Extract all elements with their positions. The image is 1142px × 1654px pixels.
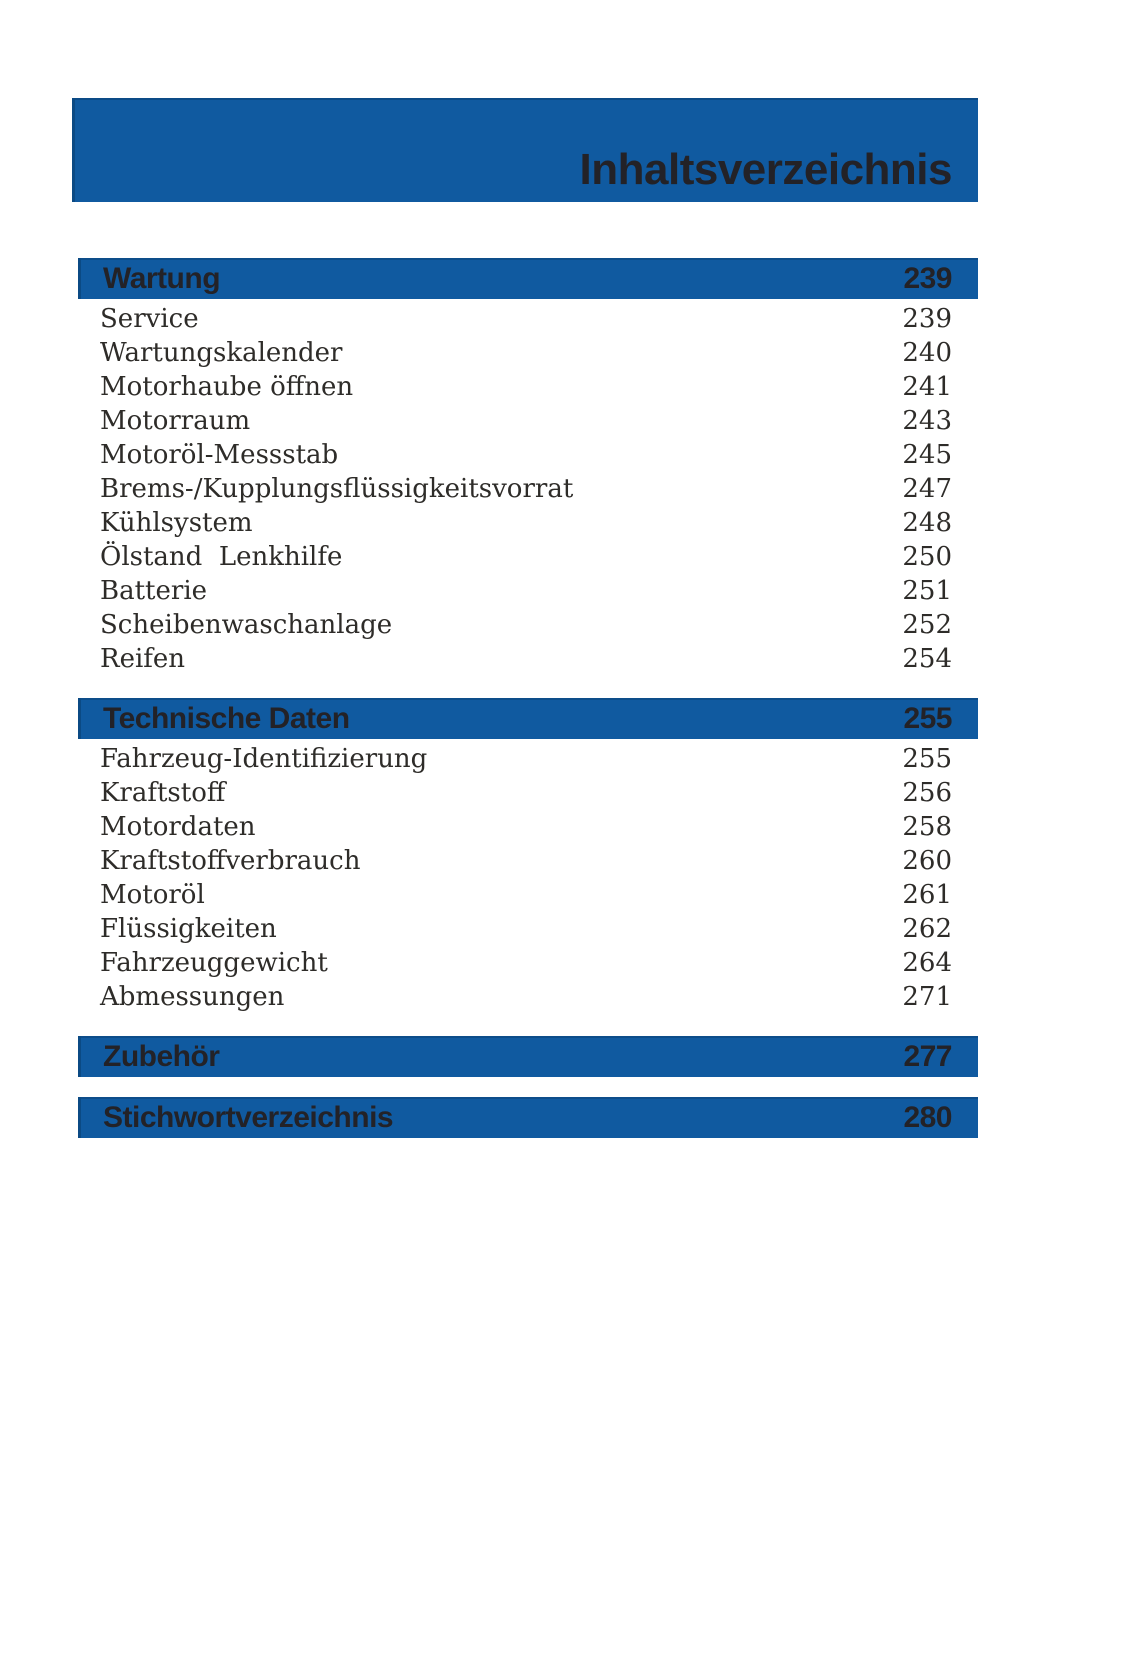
toc-item-kraftstoff[interactable] [78, 776, 978, 810]
section-title: Zubehör [103, 1039, 220, 1073]
section-bar-wartung[interactable] [78, 258, 978, 299]
item-label: Motorraum [100, 406, 251, 436]
section-title: Stichwortverzeichnis [103, 1100, 394, 1134]
toc-item-scheibenwaschanlage[interactable] [78, 608, 978, 642]
section-page-number: 239 [903, 261, 952, 295]
item-label: Fahrzeug-Identifizierung [100, 744, 428, 774]
item-label: Kraftstoffverbrauch [100, 846, 361, 876]
toc-item-kuehlsystem[interactable] [78, 506, 978, 540]
item-label: Scheibenwaschanlage [100, 610, 393, 640]
page-title: Inhaltsverzeichnis [579, 145, 952, 194]
section-page-number: 277 [903, 1039, 952, 1073]
item-page-number: 252 [902, 610, 952, 640]
item-label: Kraftstoff [100, 778, 226, 808]
toc-item-fluessigkeiten[interactable] [78, 912, 978, 946]
section-bar-technische-daten[interactable] [78, 698, 978, 739]
header-bar [72, 98, 978, 202]
section-bar-stichwortverzeichnis[interactable] [78, 1097, 978, 1138]
item-label: Fahrzeuggewicht [100, 948, 328, 978]
item-page-number: 261 [902, 880, 952, 910]
toc-item-motordaten[interactable] [78, 810, 978, 844]
item-page-number: 239 [902, 304, 952, 334]
toc-item-reifen[interactable] [78, 642, 978, 676]
item-page-number: 243 [902, 406, 952, 436]
item-label: Wartungskalender [100, 338, 343, 368]
toc-item-kraftstoffverbrauch[interactable] [78, 844, 978, 878]
section-page-number: 255 [903, 701, 952, 735]
item-page-number: 245 [902, 440, 952, 470]
item-label: Ölstand Lenkhilfe [100, 542, 343, 572]
item-page-number: 251 [902, 576, 952, 606]
section-page-number: 280 [903, 1100, 952, 1134]
item-page-number: 258 [902, 812, 952, 842]
item-page-number: 248 [902, 508, 952, 538]
item-page-number: 262 [902, 914, 952, 944]
toc-item-motoroel[interactable] [78, 878, 978, 912]
item-page-number: 247 [902, 474, 952, 504]
item-page-number: 256 [902, 778, 952, 808]
toc-item-motorraum[interactable] [78, 404, 978, 438]
item-page-number: 254 [902, 644, 952, 674]
item-page-number: 260 [902, 846, 952, 876]
toc-item-batterie[interactable] [78, 574, 978, 608]
item-label: Brems-/Kupplungsflüssigkeitsvorrat [100, 474, 574, 504]
item-label: Service [100, 304, 199, 334]
item-label: Abmessungen [100, 982, 285, 1012]
item-label: Flüssigkeiten [100, 914, 277, 944]
toc-item-motorhaube-oeffnen[interactable] [78, 370, 978, 404]
section-items-technische-daten [78, 739, 978, 1036]
toc-item-service[interactable] [78, 302, 978, 336]
item-page-number: 271 [902, 982, 952, 1012]
table-of-contents [78, 258, 978, 1138]
item-label: Batterie [100, 576, 208, 606]
item-label: Motorhaube öffnen [100, 372, 354, 402]
toc-item-oelstand-lenkhilfe[interactable] [78, 540, 978, 574]
toc-item-wartungskalender[interactable] [78, 336, 978, 370]
section-items-wartung [78, 299, 978, 698]
toc-item-motoroel-messstab[interactable] [78, 438, 978, 472]
item-page-number: 255 [902, 744, 952, 774]
item-page-number: 241 [902, 372, 952, 402]
item-page-number: 240 [902, 338, 952, 368]
section-title: Wartung [103, 261, 221, 295]
item-page-number: 250 [902, 542, 952, 572]
item-label: Kühlsystem [100, 508, 253, 538]
item-label: Motoröl-Messstab [100, 440, 339, 470]
item-label: Reifen [100, 644, 186, 674]
section-bar-zubehoer[interactable] [78, 1036, 978, 1077]
item-page-number: 264 [902, 948, 952, 978]
toc-item-brems-kupplungsfluessigkeitsvorrat[interactable] [78, 472, 978, 506]
toc-item-abmessungen[interactable] [78, 980, 978, 1014]
item-label: Motoröl [100, 880, 205, 910]
item-label: Motordaten [100, 812, 256, 842]
section-title: Technische Daten [103, 701, 350, 735]
toc-item-fahrzeuggewicht[interactable] [78, 946, 978, 980]
toc-item-fahrzeug-identifizierung[interactable] [78, 742, 978, 776]
